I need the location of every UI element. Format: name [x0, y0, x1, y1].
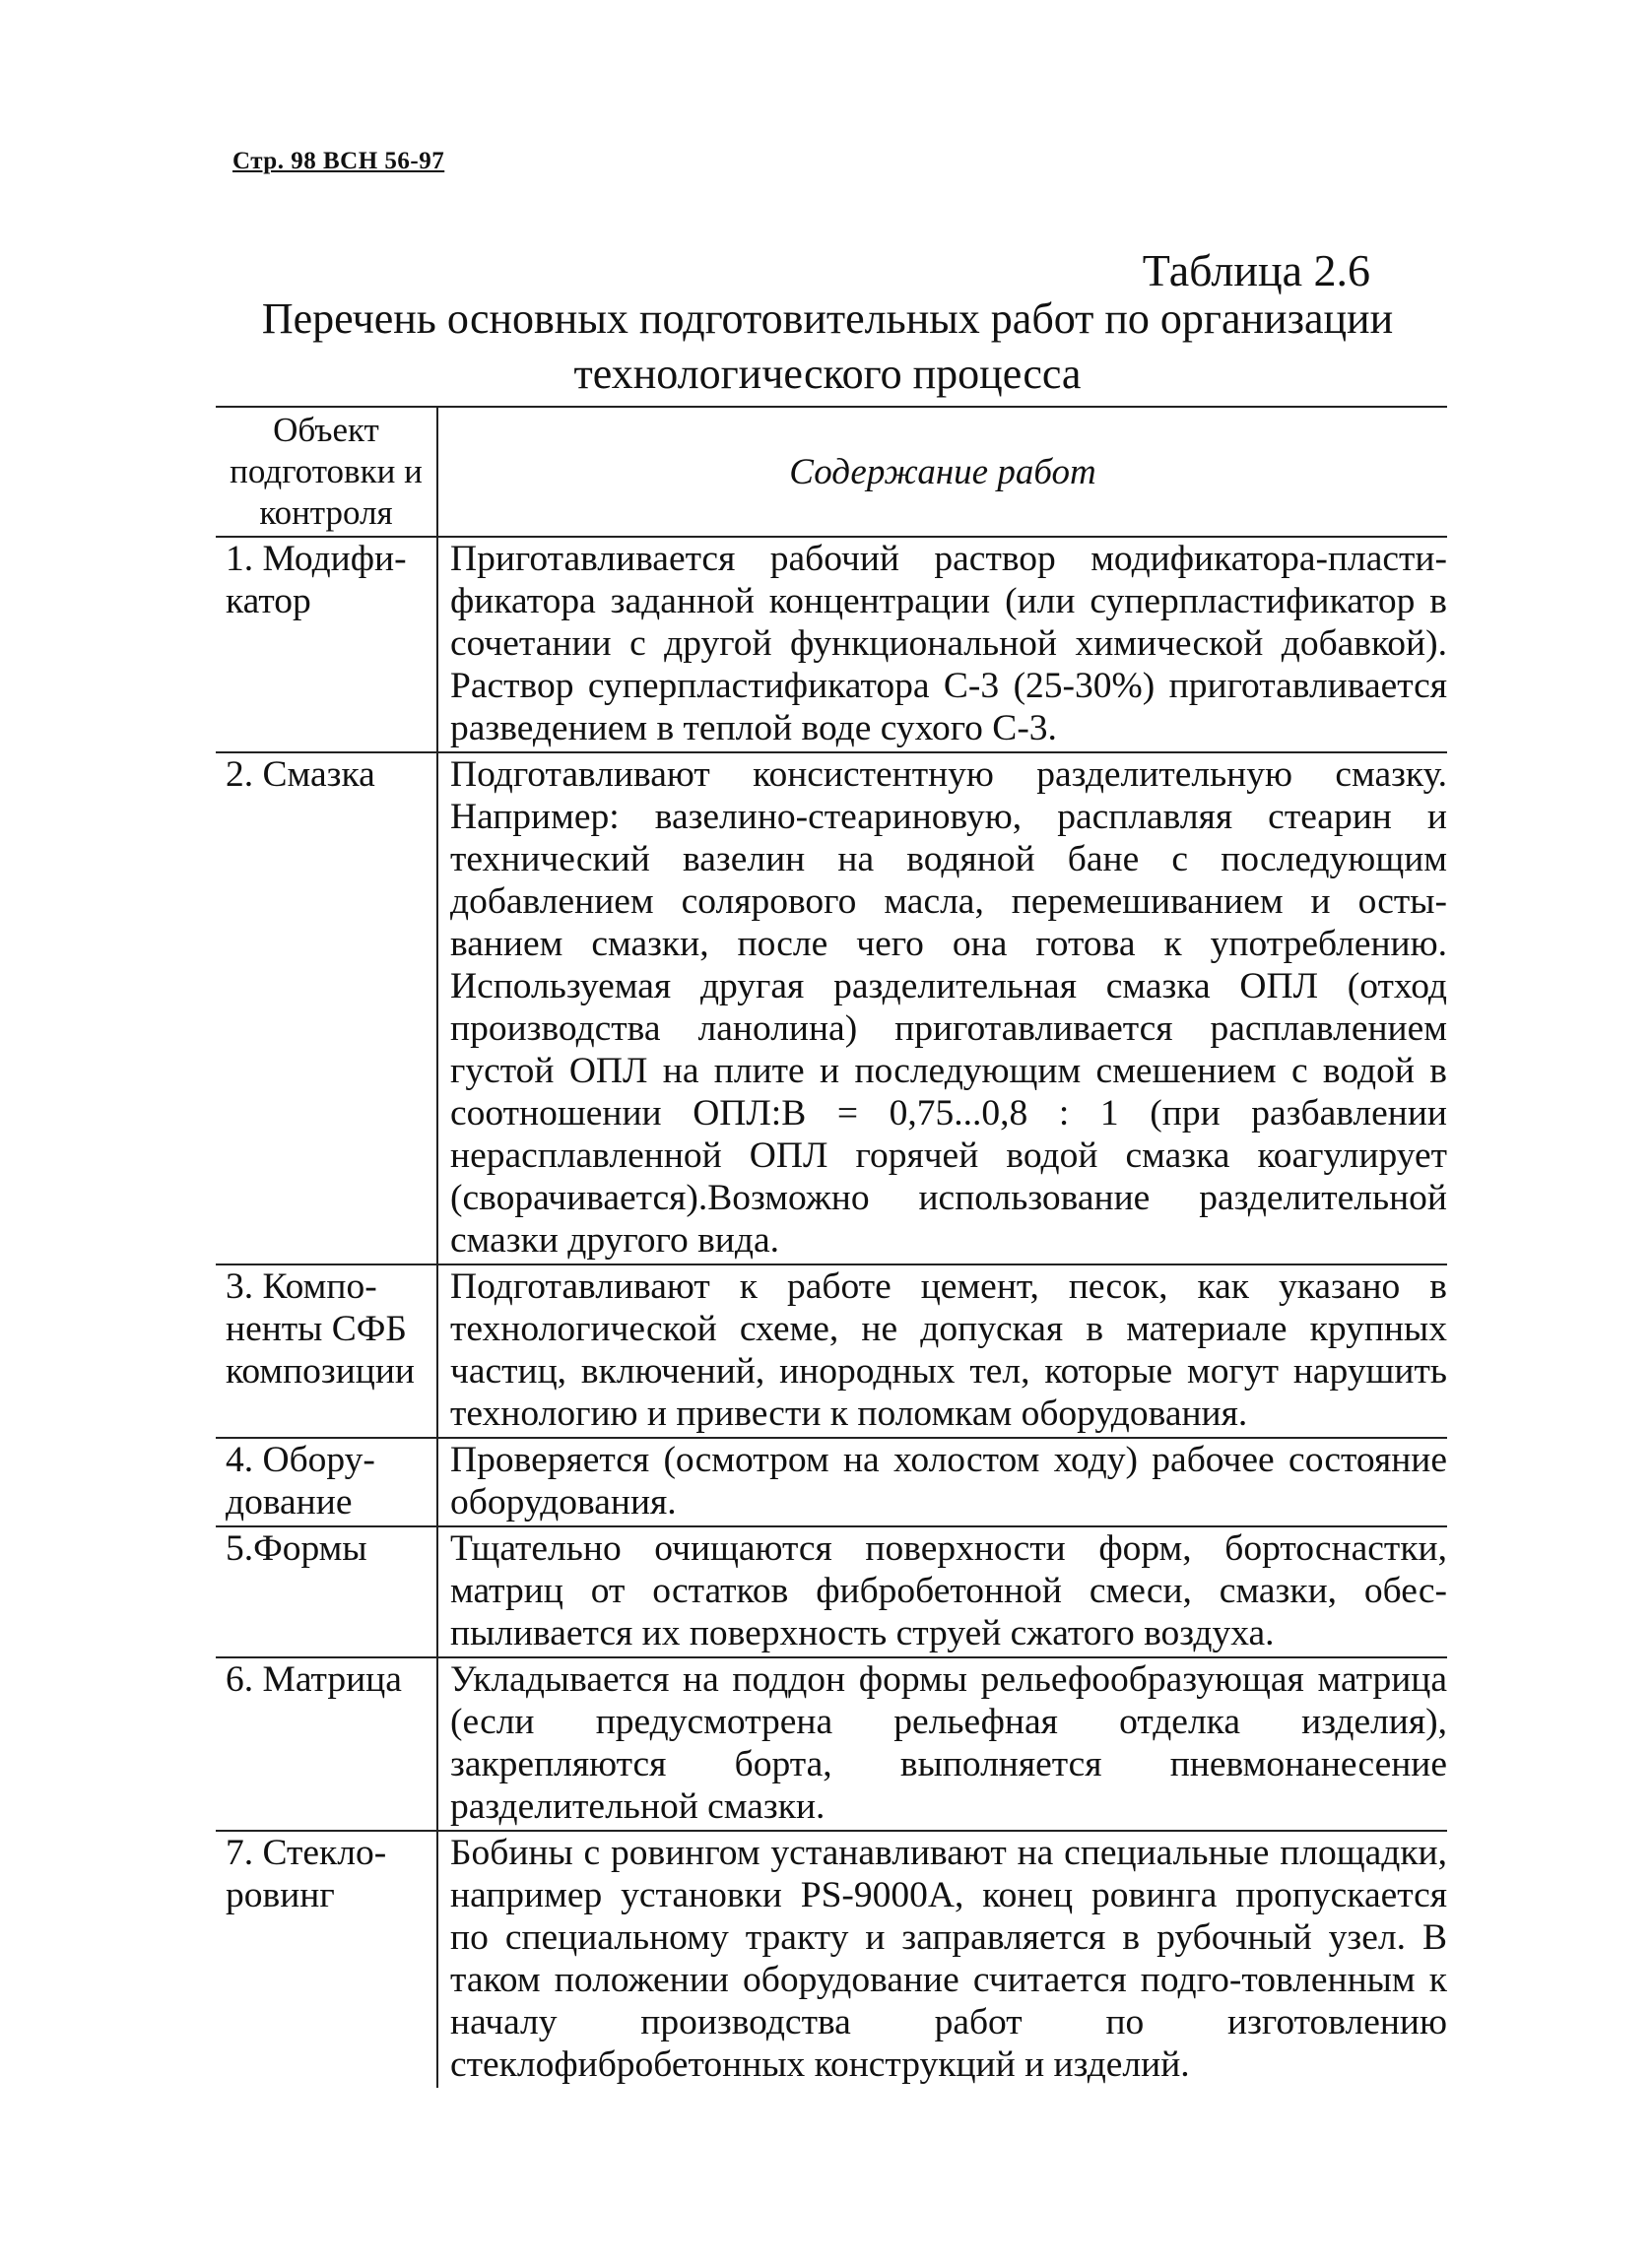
row-content: Подготавливают к работе цемент, песок, как указано в технологической схеме, не допуская в материале крупных частиц, включений, инородных тел, которые могут нарушить технологию и привести к поломкам оборудования. [437, 1264, 1447, 1438]
page-header: Стр. 98 ВСН 56-97 [232, 148, 445, 174]
row-content: Укладывается на поддон формы рельефообразующая матрица (если предусмотрена рельефная отделка изделия), закрепляются борта, выполняется пневмонанесение разделительной смазки. [437, 1657, 1447, 1831]
table-row [216, 1438, 1447, 1526]
preparatory-works-table [216, 406, 1447, 2088]
row-object: 6. Матрица [216, 1657, 437, 1831]
row-object: 1. Модификатор [216, 537, 437, 752]
row-content: Подготавливают консистентную разделительную смазку. Например: вазелино-стеариновую, расплавляя стеарин и технический вазелин на водяной бане с последующим добавлением солярового масла, перемешиванием и остыванием смазки, после чего она готова к употреблению. Используемая другая разделительная смазка ОПЛ (отход производства ланолина) приготавливается расплавлением густой ОПЛ на плите и последующим смешением с водой в соотношении ОПЛ:В = 0,75...0,8 : 1 (при разбавлении нерасплавленной ОПЛ горячей водой смазка коагулирует (сворачивается).Возможно использование разделительной смазки другого вида. [437, 752, 1447, 1264]
row-content: Приготавливается рабочий раствор модификатора-пластификатора заданной концентрации (или суперпластификатор в сочетании с другой функциональной химической добавкой). Раствор суперпластификатора С-3 (25-30%) приготавливается разведением в теплой воде сухого С-3. [437, 537, 1447, 752]
table-row [216, 537, 1447, 752]
table-row [216, 1657, 1447, 1831]
table-row [216, 752, 1447, 1264]
row-object: 7. Стеклоровинг [216, 1831, 437, 2088]
header-object: Объект подготовки и контроля [216, 407, 437, 537]
table-number: Таблица 2.6 [1142, 245, 1370, 295]
table-row [216, 1526, 1447, 1657]
table-row [216, 1831, 1447, 2088]
row-object: 5.Формы [216, 1526, 437, 1657]
header-content: Содержание работ [437, 407, 1447, 537]
row-content: Проверяется (осмотром на холостом ходу) рабочее состояние оборудования. [437, 1438, 1447, 1526]
table-row [216, 1264, 1447, 1438]
row-content: Тщательно очищаются поверхности форм, бортоснастки, матриц от остатков фибробетонной смеси, смазки, обеспыливается их поверхность струей сжатого воздуха. [437, 1526, 1447, 1657]
table-header-row [216, 407, 1447, 537]
row-object: 4. Оборудование [216, 1438, 437, 1526]
row-object: 3. Компоненты СФБ композиции [216, 1264, 437, 1438]
table-title: Перечень основных подготовительных работ по организации технологического процесса [261, 294, 1394, 398]
row-object: 2. Смазка [216, 752, 437, 1264]
row-content: Бобины с ровингом устанавливают на специальные площадки, например установки PS-9000A, конец ровинга пропускается по специальному тракту и заправляется в рубочный узел. В таком положении оборудование считается подго-товленным к началу производства работ по изготовлению стеклофибробетонных конструкций и изделий. [450, 1833, 1447, 2085]
